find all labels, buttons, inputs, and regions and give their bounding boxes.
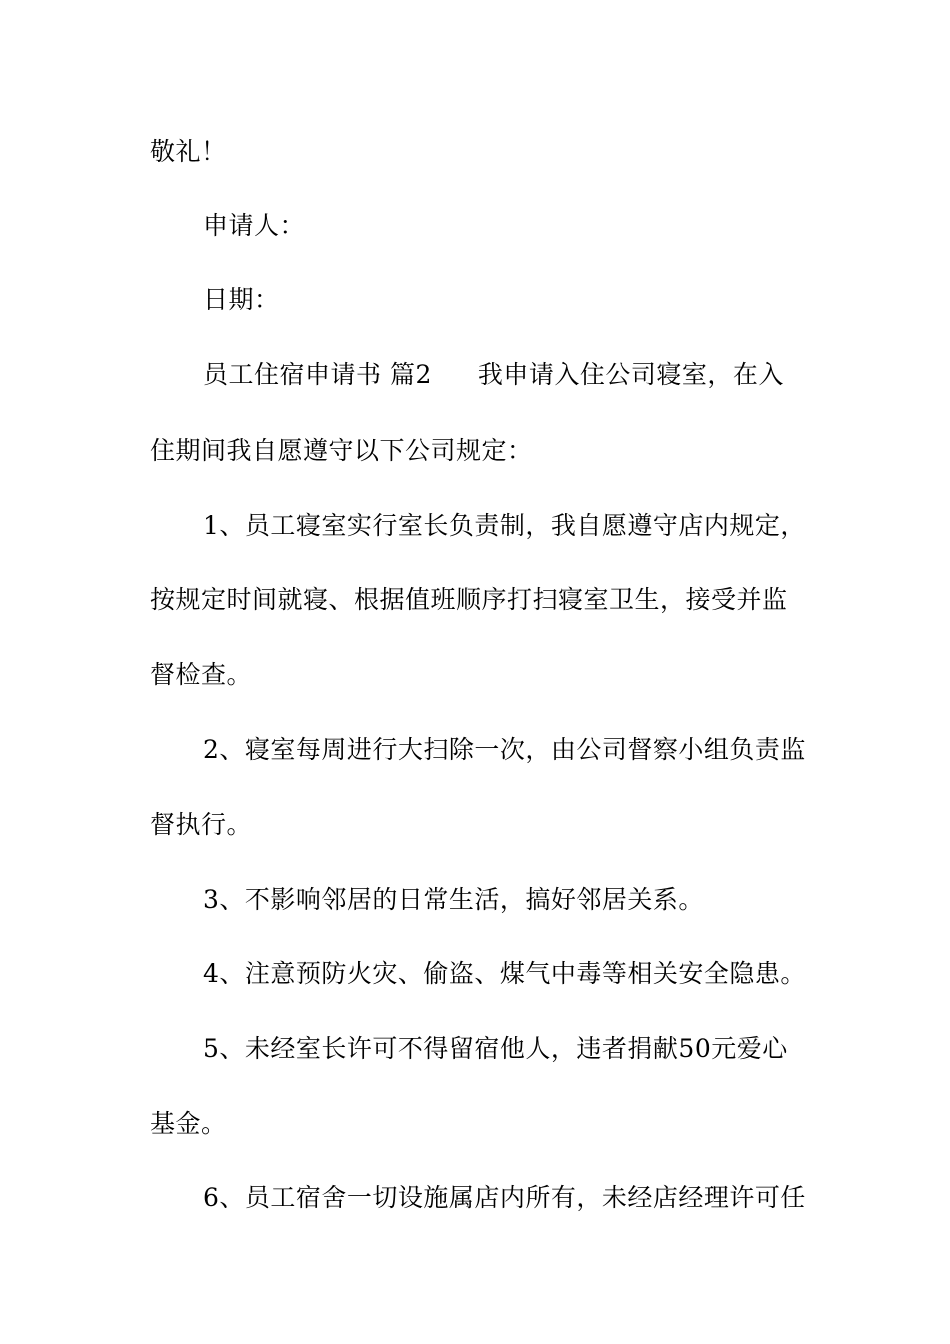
section-title: 员工住宿申请书 篇2 bbox=[203, 360, 432, 389]
rule4-text: 4、注意预防火灾、偷盗、煤气中毒等相关安全隐患。 bbox=[203, 959, 806, 988]
date-label: 日期： bbox=[203, 285, 280, 314]
intro-text-line2: 住期间我自愿遵守以下公司规定： bbox=[150, 436, 533, 465]
section-heading-line bbox=[203, 358, 784, 392]
rule3-text: 3、不影响邻居的日常生活，搞好邻居关系。 bbox=[203, 885, 704, 914]
rule2-line2: 督执行。 bbox=[150, 810, 253, 839]
intro-text-line1: 我申请入住公司寝室，在入 bbox=[477, 360, 784, 389]
rule1-line1: 1、员工寝室实行室长负责制，我自愿遵守店内规定， bbox=[203, 511, 806, 540]
rule5-line2: 基金。 bbox=[150, 1109, 227, 1138]
rule2-line1: 2、寝室每周进行大扫除一次，由公司督察小组负责监 bbox=[203, 735, 806, 764]
rule5-line1: 5、未经室长许可不得留宿他人，违者捐献50元爱心 bbox=[203, 1034, 788, 1063]
closing-text: 敬礼！ bbox=[150, 137, 227, 166]
rule1-line3: 督检查。 bbox=[150, 660, 253, 689]
rule1-line2: 按规定时间就寝、根据值班顺序打扫寝室卫生，接受并监 bbox=[150, 585, 788, 614]
rule6-line1: 6、员工宿舍一切设施属店内所有，未经店经理许可任 bbox=[203, 1183, 806, 1212]
applicant-label: 申请人： bbox=[203, 211, 306, 240]
